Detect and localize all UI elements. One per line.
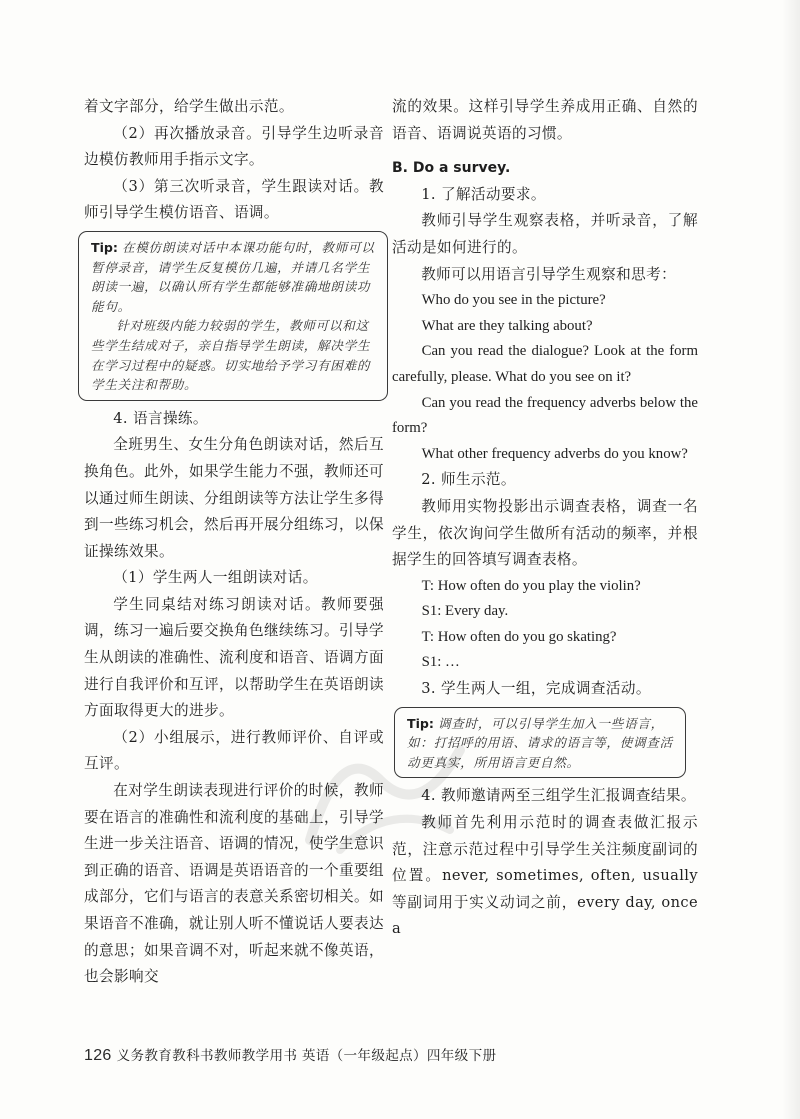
dialogue-line: S1: Every day. — [421, 603, 509, 620]
dialogue-line: T: How often do you go skating? — [421, 628, 617, 645]
question: What are they talking about? — [421, 317, 593, 334]
step-heading: 4. 教师邀请两至三组学生汇报调查结果。 — [421, 787, 696, 805]
paragraph: 着文字部分，给学生做出示范。 — [84, 98, 294, 115]
book-title: 义务教育教科书教师教学用书 英语（一年级起点）四年级下册 — [116, 1048, 497, 1064]
paragraph: 教师引导学生观察表格，并听录音，了解活动是如何进行的。 — [392, 212, 698, 256]
paragraph: 学生同桌结对练习朗读对话。教师要强调，练习一遍后要交换角色继续练习。引导学生从朗读的准确性、流利度和语音、语调方面进行自我评价和互评，以帮助学生在英语朗读方面取得更大的进步。 — [84, 595, 384, 720]
question: Who do you see in the picture? — [421, 292, 606, 309]
paragraph: 全班男生、女生分角色朗读对话，然后互换角色。此外，如果学生能力不强，教师还可以通过师生朗读、分组朗读等方法让学生多得到一些练习机会，然后再开展分组练习，以保证操练效果。 — [84, 436, 384, 560]
paragraph: （2）小组展示，进行教师评价、自评或互评。 — [84, 728, 384, 773]
step-heading: 2. 师生示范。 — [421, 471, 516, 489]
tip-text: 调查时，可以引导学生加入一些语言，如：打招呼的用语、请求的语言等，使调查活动更真实，所用语言更自然。 — [407, 715, 673, 770]
page-number: 126 — [84, 1047, 112, 1064]
question: What other frequency adverbs do you know? — [421, 445, 688, 462]
paragraph: 教师首先利用示范时的调查表做汇报示范，注意示范过程中引导学生关注频度副词的位置。never, sometimes, often, usually等副词用于实义动词之前，every day, once a — [392, 814, 698, 938]
step-heading: 1. 了解活动要求。 — [421, 185, 546, 203]
section-heading: B. Do a survey. — [392, 160, 511, 177]
question: Can you read the frequency adverbs below the form? — [392, 394, 698, 437]
paragraph: 教师用实物投影出示调查表格，调查一名学生，依次询问学生做所有活动的频率，并根据学生的回答填写调查表格。 — [392, 497, 698, 569]
tip-label: Tip: — [407, 715, 434, 731]
dialogue-line: S1: … — [421, 654, 460, 671]
paragraph: 流的效果。这样引导学生养成用正确、自然的语音、语调说英语的习惯。 — [392, 98, 698, 142]
paragraph: （2）再次播放录音。引导学生边听录音边模仿教师用手指示文字。 — [84, 124, 384, 169]
paragraph: （3）第三次听录音，学生跟读对话。教师引导学生模仿语音、语调。 — [84, 177, 384, 222]
paragraph: 在对学生朗读表现进行评价的时候，教师要在语言的准确性和流利度的基础上，引导学生进一步关注语音、语调的情况，使学生意识到正确的语音、语调是英语语音的一个重要组成部分，它们与语言的表意关系密切相关。如果语音不准确，就让别人听不懂说话人要表达的意思；如果音调不对，听起来就不像英语，也会影响交 — [84, 782, 384, 986]
dialogue-line: T: How often do you play the violin? — [421, 577, 641, 594]
tip-box — [78, 231, 388, 401]
watermark-icon — [300, 720, 470, 860]
paragraph: （1）学生两人一组朗读对话。 — [113, 569, 318, 587]
page-footer — [84, 1044, 496, 1065]
step-heading: 4. 语言操练。 — [113, 409, 208, 427]
step-heading: 3. 学生两人一组，完成调查活动。 — [421, 680, 651, 698]
tip-label: Tip: — [91, 239, 118, 255]
paragraph: 教师可以用语言引导学生观察和思考： — [421, 265, 677, 283]
page-edge-shadow — [782, 0, 800, 1119]
tip-text: 在模仿朗读对话中本课功能句时，教师可以暂停录音，请学生反复模仿几遍，并请几名学生朗读一遍，以确认所有学生都能够准确地朗读功能句。 — [91, 239, 375, 314]
tip-text: 针对班级内能力较弱的学生，教师可以和这些学生结成对子，亲自指导学生朗读，解决学生在学习过程中的疑惑。切实地给予学习有困难的学生关注和帮助。 — [91, 318, 371, 393]
question: Can you read the dialogue? Look at the form carefully, please. What do you see on it? — [392, 343, 698, 385]
